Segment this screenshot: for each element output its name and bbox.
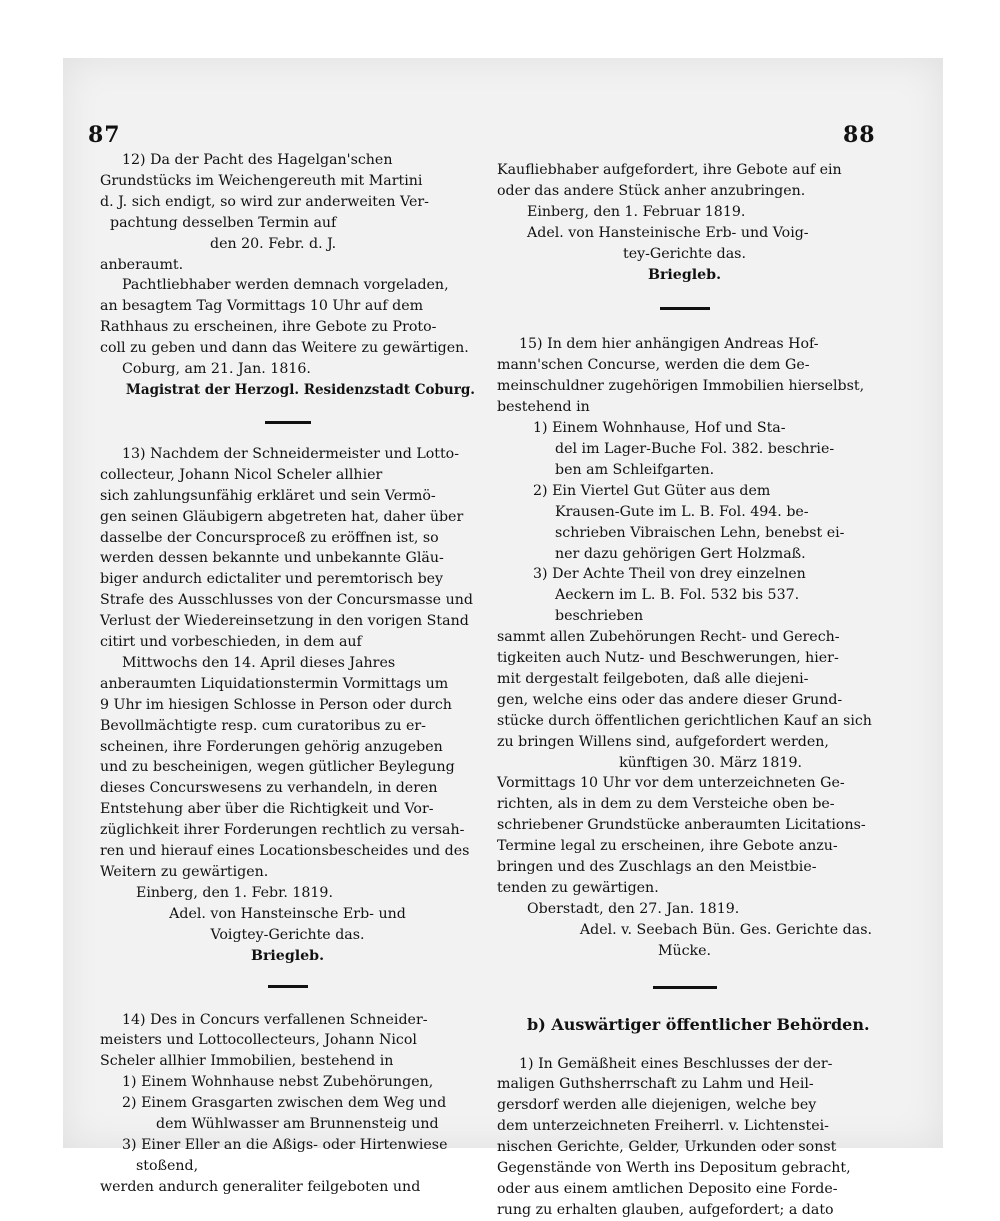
signature: Magistrat der Herzogl. Residenzstadt Coburg. [125, 381, 475, 398]
text-line: pachtung desselben Termin auf [110, 214, 337, 231]
section-heading: b) Auswärtiger öffentlicher Behörden. [527, 1014, 870, 1034]
text-line: züglichkeit ihrer Forderungen rechtlich zu versah- [100, 822, 465, 839]
text-line: Strafe des Ausschlusses von der Concursmasse und [100, 592, 473, 609]
place-date: Einberg, den 1. Februar 1819. [527, 203, 746, 220]
list-item: 2) Einem Grasgarten zwischen dem Weg und [122, 1095, 447, 1112]
signature: Adel. v. Seebach Bün. Ges. Gerichte das. [579, 921, 872, 938]
date-line: Mittwochs den 14. April dieses Jahres [122, 654, 396, 671]
text-line: Grundstücks im Weichengereuth mit Martini [100, 172, 423, 189]
text-line: citirt und vorbeschieden, in dem auf [100, 634, 362, 651]
notice-13 [100, 444, 475, 967]
notice-continued [497, 160, 872, 285]
list-item: stoßend, [136, 1157, 199, 1174]
text-line: 1) In Gemäßheit eines Beschlusses der der- [519, 1055, 833, 1072]
text-line: Pachtliebhaber werden demnach vorgeladen, [122, 277, 449, 294]
text-line: bestehend in [497, 399, 590, 416]
text-line: Rathhaus zu erscheinen, ihre Gebote zu Proto- [100, 319, 437, 336]
text-line: oder das andere Stück anher anzubringen. [497, 182, 806, 199]
list-item: Aeckern im L. B. Fol. 532 bis 537. [555, 587, 800, 604]
text-line: Scheler allhier Immobilien, bestehend in [100, 1053, 394, 1070]
signature-name: Mücke. [657, 942, 712, 959]
list-item: 1) Einem Wohnhause nebst Zubehörungen, [122, 1074, 434, 1091]
list-item: 3) Einer Eller an die Aßigs- oder Hirtenwiese [122, 1136, 448, 1153]
page-number-right: 88 [843, 122, 876, 148]
text-line: anberaumt. [100, 256, 184, 273]
text-line: an besagtem Tag Vormittags 10 Uhr auf dem [100, 298, 424, 315]
list-item: 1) Einem Wohnhause, Hof und Sta- [533, 420, 786, 437]
list-item: beschrieben [555, 608, 644, 625]
left-column [100, 150, 475, 1198]
text-line: richten, als in dem zu dem Versteiche oben be- [497, 796, 835, 813]
text-line: gen, welche eins oder das andere dieser Grund- [497, 691, 843, 708]
text-line: meinschuldner zugehörigen Immobilien hierselbst, [497, 378, 865, 395]
list-item: del im Lager-Buche Fol. 382. beschrie- [555, 440, 835, 457]
list-item: schrieben Vibraischen Lehn, benebst ei- [555, 524, 845, 541]
text-line: mit dergestalt feilgeboten, daß alle diejeni- [497, 670, 809, 687]
text-line: 15) In dem hier anhängigen Andreas Hof- [519, 336, 819, 353]
text-line: tenden zu gewärtigen. [497, 880, 659, 896]
text-line: scheinen, ihre Forderungen gehörig anzugeben [100, 738, 443, 755]
text-line: coll zu geben und dann das Weitere zu gewärtigen. [100, 340, 469, 357]
notice-14 [100, 1010, 475, 1198]
text-line: gen seinen Gläubigern abgetreten hat, daher über [100, 508, 464, 525]
text-line: maligen Guthsherrschaft zu Lahm und Heil- [497, 1076, 814, 1093]
text-line: sich zahlungsunfähig erkläret und sein Vermö- [100, 487, 436, 504]
text-line: schriebener Grundstücke anberaumten Licitations- [497, 817, 866, 834]
text-line: sammt allen Zubehörungen Recht- und Gerech- [497, 629, 840, 646]
text-line: collecteur, Johann Nicol Scheler allhier [100, 466, 383, 483]
signature-name: Briegleb. [250, 947, 325, 964]
text-line: 14) Des in Concurs verfallenen Schneider- [122, 1011, 428, 1028]
text-line: Bevollmächtigte resp. cum curatoribus zu er- [100, 717, 426, 734]
notice-b1 [497, 1054, 872, 1221]
text-line: stücke durch öffentlichen gerichtlichen Kauf an sich [497, 712, 872, 729]
text-line: dasselbe der Concursproceß zu eröffnen ist, so [100, 529, 439, 546]
list-item: 2) Ein Viertel Gut Güter aus dem [533, 482, 771, 499]
notice-12 [100, 150, 475, 401]
list-item: ner dazu gehörigen Gert Holzmaß. [555, 545, 806, 562]
text-line: werden dessen bekannte und unbekannte Gläu- [100, 550, 444, 567]
text-line: Kaufliebhaber aufgefordert, ihre Gebote auf ein [497, 162, 842, 178]
text-line: mann'schen Concurse, werden die dem Ge- [497, 357, 810, 374]
list-item: 3) Der Achte Theil von drey einzelnen [533, 566, 806, 583]
list-item: dem Wühlwasser am Brunnensteig und [156, 1116, 439, 1133]
text-line: nischen Gerichte, Gelder, Urkunden oder sonst [497, 1139, 837, 1156]
text-line: biger andurch edictaliter und peremtorisch bey [100, 571, 444, 588]
list-item: ben am Schleifgarten. [555, 461, 715, 478]
text-line: 9 Uhr im hiesigen Schlosse in Person oder durch [100, 696, 452, 713]
signature-name: Briegleb. [647, 266, 722, 283]
text-line: oder aus einem amtlichen Deposito eine Forde- [497, 1180, 838, 1197]
signature: Voigtey-Gerichte das. [210, 926, 365, 943]
text-line: bringen und des Zuschlags an den Meistbie- [497, 859, 817, 876]
page-number-left: 87 [88, 122, 121, 148]
text-line: tigkeiten auch Nutz- und Beschwerungen, hier- [497, 650, 839, 667]
text-line: Gegenstände von Werth ins Depositum gebracht, [497, 1160, 851, 1177]
date-line: den 20. Febr. d. J. [210, 235, 337, 252]
place-date: Coburg, am 21. Jan. 1816. [122, 361, 311, 378]
text-line: meisters und Lottocollecteurs, Johann Nicol [100, 1032, 417, 1049]
place-date: Einberg, den 1. Febr. 1819. [136, 884, 333, 901]
text-line: dem unterzeichneten Freiherrl. v. Lichtenstei- [497, 1118, 829, 1135]
text-line: rung zu erhalten glauben, aufgefordert; a dato [497, 1201, 834, 1218]
list-item: Krausen-Gute im L. B. Fol. 494. be- [555, 503, 809, 520]
text-line: dieses Concurswesens zu verhandeln, in deren [100, 780, 438, 797]
signature: tey-Gerichte das. [623, 245, 746, 262]
text-line: Entstehung aber über die Richtigkeit und Vor- [100, 801, 434, 818]
text-line: Vormittags 10 Uhr vor dem unterzeichneten Ge- [497, 775, 845, 792]
text-line: anberaumten Liquidationstermin Vormittags um [100, 675, 449, 692]
right-column [497, 160, 872, 1221]
text-line: gersdorf werden alle diejenigen, welche bey [497, 1097, 817, 1114]
place-date: Oberstadt, den 27. Jan. 1819. [527, 900, 740, 917]
text-line: und zu bescheinigen, wegen gütlicher Beylegung [100, 759, 455, 776]
notice-15 [497, 334, 872, 961]
text-line: Weitern zu gewärtigen. [100, 864, 269, 880]
signature: Adel. von Hansteinsche Erb- und [169, 905, 406, 922]
text-line: 12) Da der Pacht des Hagelgan'schen [122, 152, 393, 168]
text-line: zu bringen Willens sind, aufgefordert werden, [497, 733, 829, 750]
date-line: künftigen 30. März 1819. [619, 754, 802, 771]
text-line: ren und hierauf eines Locationsbescheides und des [100, 843, 470, 860]
text-line: Verlust der Wiedereinsetzung in den vorigen Stand [100, 613, 469, 630]
text-line: 13) Nachdem der Schneidermeister und Lotto- [122, 445, 460, 462]
text-line: Termine legal zu erscheinen, ihre Gebote anzu- [497, 838, 838, 855]
text-line: werden andurch generaliter feilgeboten und [100, 1178, 421, 1195]
text-line: d. J. sich endigt, so wird zur anderweiten Ver- [100, 193, 429, 210]
signature: Adel. von Hansteinische Erb- und Voig- [527, 224, 809, 241]
